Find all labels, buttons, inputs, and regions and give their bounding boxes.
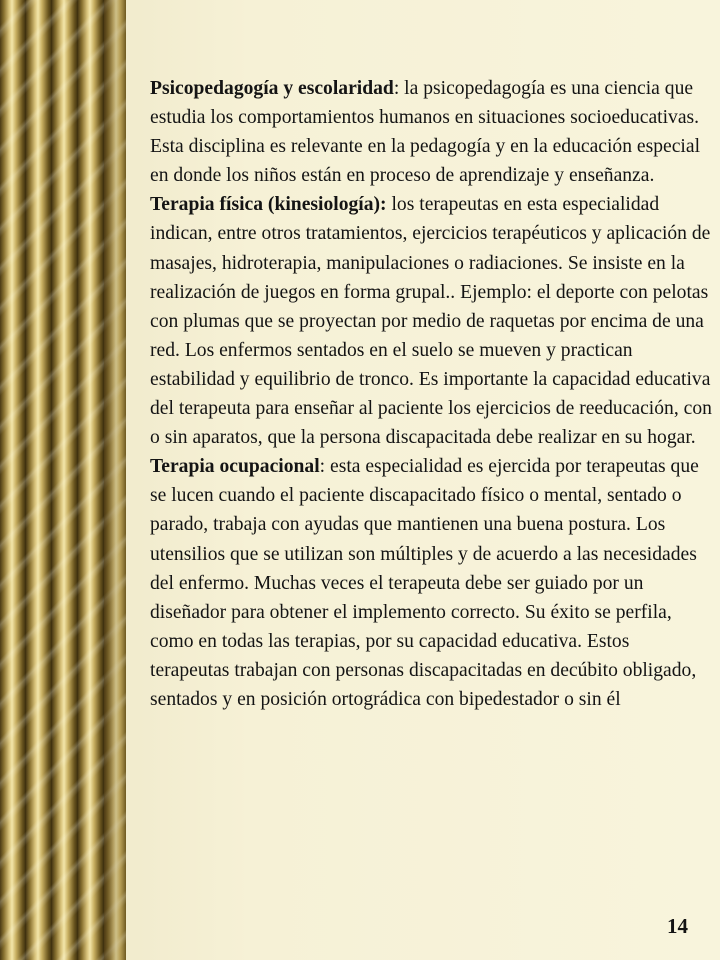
page-number: 14 (667, 914, 688, 938)
paragraph-terapia-fisica (150, 190, 712, 452)
body-terapia-fisica: los terapeutas en esta especialidad indican, entre otros tratamientos, ejercicios terapéuticos y aplicación de masajes, hidroterapia, manipulaciones o radiaciones. Se insiste en la realización de juegos en forma grupal.. Ejemplo: el deporte con pelotas con plumas que se proyectan por medio de raquetas por encima de una red. Los enfermos sentados en el suelo se mueven y practican estabilidad y equilibrio de tronco. Es importante la capacidad educativa del terapeuta para enseñar al paciente los ejercicios de reeducación, con o sin aparatos, que la persona discapacitada debe realizar en su hogar. (150, 194, 712, 449)
gold-curtain-decoration (0, 0, 126, 960)
heading-terapia-ocupacional: Terapia ocupacional (150, 456, 320, 478)
body-terapia-ocupacional: : esta especialidad es ejercida por terapeutas que se lucen cuando el paciente discapacitado físico o mental, sentado o parado, trabaja con ayudas que mantienen una buena postura. Los utensilios que se utilizan son múltiples y de acuerdo a las necesidades del enfermo. Muchas veces el terapeuta debe ser guiado por un diseñador para obtener el implemento correcto. Su éxito se perfila, como en todas las terapias, por su capacidad educativa. Estos terapeutas trabajan con personas discapacitadas en decúbito obligado, sentados y en posición ortográdica con bipedestador o sin él (150, 456, 699, 710)
body-psicopedagogia: : la psicopedagogía es una ciencia que estudia los comportamientos humanos en situaciones socioeducativas. Esta disciplina es relevante en la pedagogía y en la educación especial en donde los niños están en proceso de aprendizaje y enseñanza. (150, 78, 701, 187)
heading-psicopedagogia: Psicopedagogía y escolaridad (150, 78, 394, 99)
text-content (150, 74, 712, 714)
heading-terapia-fisica: Terapia física (kinesiología): (150, 194, 387, 216)
paragraph-terapia-ocupacional (150, 452, 712, 714)
paragraph-psicopedagogia (150, 74, 712, 190)
